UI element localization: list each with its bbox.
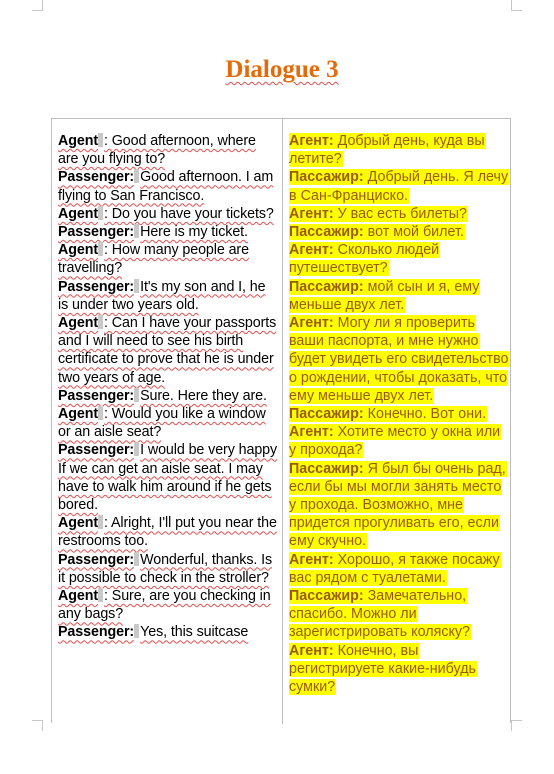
speaker-label: Пассажир: — [289, 588, 364, 605]
field-marker — [98, 242, 103, 256]
field-marker — [98, 515, 103, 529]
english-line — [58, 241, 278, 277]
page-corner-mark — [32, 720, 43, 731]
english-line — [58, 514, 278, 550]
speaker-label: Passenger: — [58, 169, 135, 186]
speaker-label: Agent — [58, 242, 99, 259]
field-marker — [134, 169, 139, 183]
english-line — [58, 441, 278, 514]
line-text: вот мой билет. — [363, 224, 464, 241]
line-text: : Sure, are you checking in any bags? — [58, 588, 271, 623]
english-column — [58, 132, 278, 642]
english-line — [58, 387, 278, 405]
russian-line — [289, 223, 509, 241]
speaker-label: Пассажир: — [289, 224, 364, 241]
line-text: Хотите место у окна или у прохода? — [289, 424, 501, 459]
speaker-label: Агент: — [289, 133, 334, 149]
line-text: : Alright, I'll put you near the restrooms too. — [58, 515, 277, 550]
line-text: Сколько людей путешествует? — [289, 242, 440, 277]
speaker-label: Агент: — [289, 205, 334, 222]
line-text: : Do you have your tickets? — [104, 205, 274, 222]
english-line — [58, 405, 278, 441]
speaker-label: Пассажир: — [289, 278, 364, 295]
russian-line — [289, 423, 509, 459]
speaker-label: Пассажир: — [289, 169, 364, 186]
russian-line — [289, 132, 509, 168]
english-line — [58, 551, 278, 587]
page-corner-mark — [511, 720, 522, 731]
russian-line — [289, 587, 509, 642]
line-text: Конечно. Вот они. — [363, 406, 487, 423]
line-text: It's my son and I, he is under two years old. — [58, 278, 266, 313]
field-marker — [98, 406, 103, 420]
speaker-label: Агент: — [289, 242, 334, 259]
english-line — [58, 223, 278, 241]
field-marker — [98, 133, 103, 147]
line-text: мой сын и я, ему меньше двух лет. — [289, 278, 480, 313]
speaker-label: Агент: — [289, 642, 334, 659]
line-text: Here is my ticket. — [140, 224, 248, 241]
line-text: Добрый день. Я лечу в Сан-Франциско. — [289, 169, 509, 204]
line-text: Конечно, вы регистрируете какие-нибудь сумки? — [289, 642, 476, 696]
field-marker — [134, 442, 139, 456]
line-text: Yes, this suitcase — [140, 624, 249, 641]
speaker-label: Agent — [58, 205, 99, 222]
line-text: Wonderful, thanks. Is it possible to check in the stroller? — [58, 551, 273, 586]
english-line — [58, 168, 278, 204]
russian-line — [289, 168, 509, 204]
speaker-label: Passenger: — [58, 551, 135, 568]
line-text: Замечательно, спасибо. Можно ли зарегистрировать коляску? — [289, 588, 470, 641]
speaker-label: Agent — [58, 133, 99, 149]
field-marker — [134, 224, 139, 238]
speaker-label: Agent — [58, 406, 99, 423]
english-line — [58, 132, 278, 168]
english-line — [58, 587, 278, 623]
line-text: У вас есть билеты? — [333, 205, 468, 222]
russian-line — [289, 241, 509, 277]
russian-line — [289, 314, 509, 405]
speaker-label: Пассажир: — [289, 406, 364, 423]
english-line — [58, 205, 278, 223]
line-text: Sure. Here they are. — [140, 387, 267, 404]
english-line — [58, 314, 278, 387]
speaker-label: Агент: — [289, 551, 334, 568]
line-text: : Would you like a window or an aisle seat? — [58, 406, 266, 441]
russian-line — [289, 460, 509, 551]
line-text: Я был бы очень рад, если бы мы могли занять место у прохода. Возможно, мне придется прогуливать его, если ему скучно. — [289, 460, 506, 550]
column-divider — [282, 119, 283, 724]
speaker-label: Passenger: — [58, 387, 135, 404]
line-text: I would be very happy If we can get an aisle seat. I may have to walk him around if he gets bored. — [58, 442, 278, 514]
russian-line — [289, 205, 509, 223]
field-marker — [98, 315, 103, 329]
line-text: Good afternoon. I am flying to San Francisco. — [58, 169, 274, 204]
english-line — [58, 623, 278, 641]
speaker-label: Agent — [58, 515, 99, 532]
line-text: Могу ли я проверить ваши паспорта, и мне нужно будет увидеть его свидетельство о рождении, чтобы доказать, что ему меньше двух лет. — [289, 315, 509, 404]
russian-line — [289, 405, 509, 423]
field-marker — [98, 588, 103, 602]
speaker-label: Агент: — [289, 315, 334, 332]
field-marker — [134, 388, 139, 402]
dialogue-table — [51, 118, 511, 723]
document-title: Dialogue 3 — [225, 56, 339, 83]
line-text: Добрый день, куда вы летите? — [289, 133, 485, 168]
field-marker — [134, 552, 139, 566]
field-marker — [134, 279, 139, 293]
line-text: : Can I have your passports and I will need to see his birth certificate to prove that he is under two years of age. — [58, 315, 277, 386]
line-text: Хорошо, я также посажу вас рядом с туалетами. — [289, 551, 500, 586]
field-marker — [134, 624, 139, 638]
russian-line — [289, 642, 509, 697]
russian-column — [289, 132, 509, 696]
line-text: : How many people are travelling? — [58, 242, 249, 277]
field-marker — [98, 206, 103, 220]
speaker-label: Passenger: — [58, 278, 135, 295]
page-corner-mark — [511, 0, 522, 11]
line-text: : Good afternoon, where are you flying to? — [58, 133, 256, 168]
russian-line — [289, 551, 509, 587]
speaker-label: Агент: — [289, 424, 334, 441]
speaker-label: Agent — [58, 588, 99, 605]
russian-line — [289, 278, 509, 314]
speaker-label: Passenger: — [58, 442, 135, 459]
speaker-label: Passenger: — [58, 624, 135, 641]
speaker-label: Passenger: — [58, 224, 135, 241]
page-corner-mark — [32, 0, 43, 11]
speaker-label: Пассажир: — [289, 460, 364, 477]
speaker-label: Agent — [58, 315, 99, 332]
english-line — [58, 278, 278, 314]
